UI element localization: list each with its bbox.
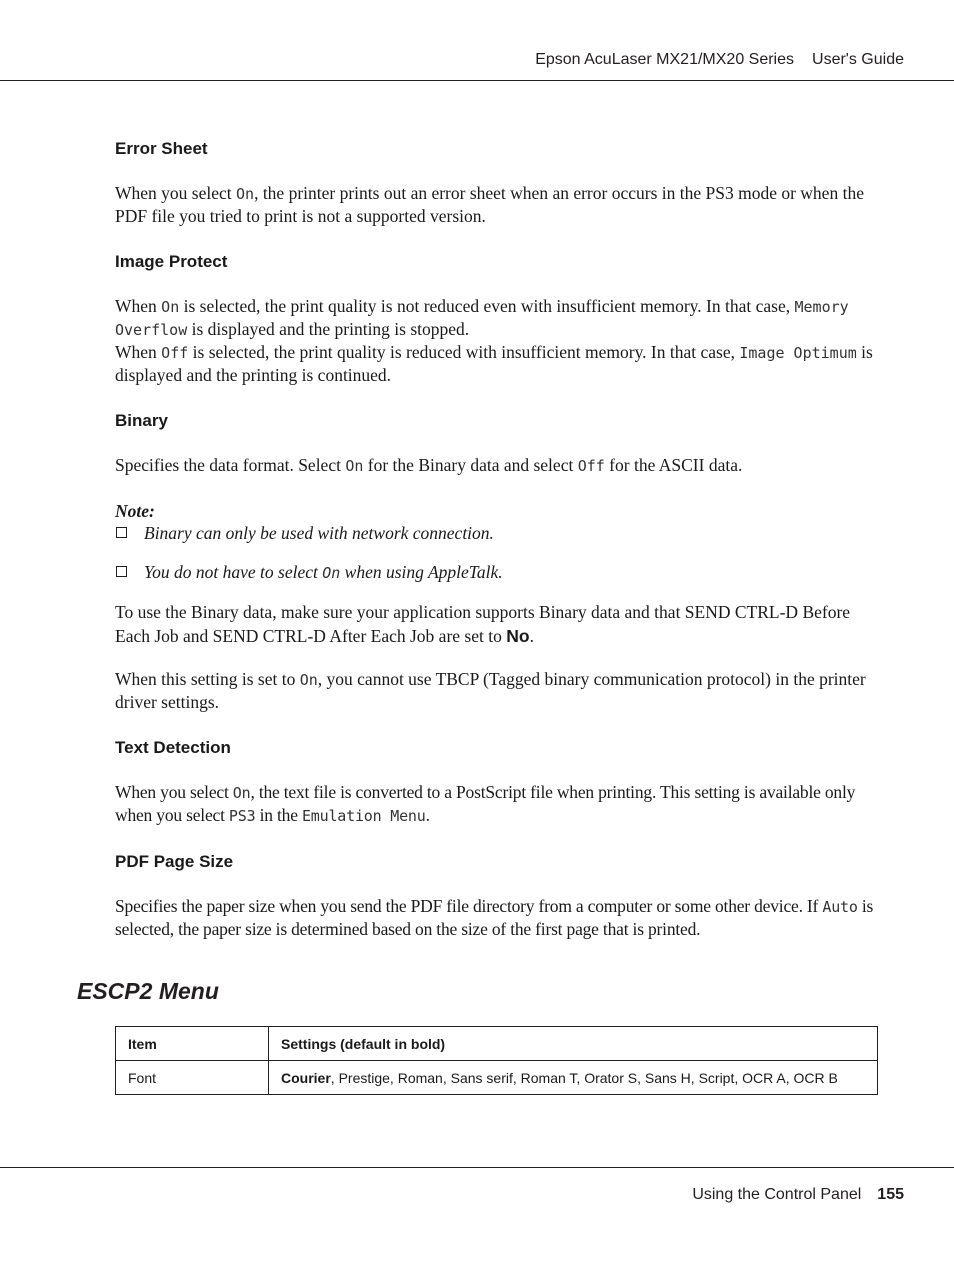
footer-divider xyxy=(0,1167,954,1168)
text: is displayed and the printing is stopped. xyxy=(187,319,470,339)
heading-error-sheet: Error Sheet xyxy=(115,139,208,158)
note-item xyxy=(115,561,885,584)
heading-binary: Binary xyxy=(115,411,168,430)
checkbox-bullet-icon xyxy=(116,527,127,538)
note-item xyxy=(115,522,885,544)
page-number: 155 xyxy=(877,1186,904,1203)
header-product: Epson AcuLaser MX21/MX20 Series xyxy=(535,51,795,68)
paragraph-error-sheet xyxy=(115,182,885,227)
default-value: Courier xyxy=(281,1069,331,1086)
text: is selected, the paper size is determined based on the size of the first page that is printed. xyxy=(115,896,874,939)
code-image-optimum: Image Optimum xyxy=(739,344,857,362)
text: When this setting is set to xyxy=(115,669,300,689)
text: for the Binary data and select xyxy=(363,455,578,475)
heading-text-detection: Text Detection xyxy=(115,738,231,757)
code-on: On xyxy=(236,185,255,203)
value-no: No xyxy=(506,626,530,646)
page-header xyxy=(0,0,954,81)
code-ps3: PS3 xyxy=(228,807,256,825)
note-text: when using AppleTalk. xyxy=(340,562,503,582)
note-label: Note: xyxy=(115,501,155,521)
table-row xyxy=(116,1061,878,1095)
text: , the printer prints out an error sheet when an error occurs in the PS3 mode or when the PDF file you tried to print is not a supported version. xyxy=(115,183,864,226)
footer-section: Using the Control Panel xyxy=(692,1186,862,1203)
code-off: Off xyxy=(161,344,189,362)
paragraph-binary xyxy=(115,454,885,477)
other-values: , Prestige, Roman, Sans serif, Roman T, Orator S, Sans H, Script, OCR A, OCR B xyxy=(330,1069,838,1086)
table-header-item: Item xyxy=(116,1027,269,1061)
code-on: On xyxy=(299,671,318,689)
text: for the ASCII data. xyxy=(604,455,743,475)
paragraph-pdf-page-size xyxy=(115,895,885,940)
code-memory-overflow: Memory Overflow xyxy=(115,298,849,339)
text: When you select xyxy=(115,183,236,203)
text: When xyxy=(115,342,162,362)
code-on: On xyxy=(232,784,251,802)
code-on: On xyxy=(345,457,364,475)
text: When you select xyxy=(115,782,233,802)
code-emulation-menu: Emulation Menu xyxy=(301,807,426,825)
table-cell-item: Font xyxy=(116,1061,269,1095)
text: When xyxy=(115,296,162,316)
header-text xyxy=(535,51,904,69)
escp2-settings-table xyxy=(115,1026,878,1095)
text: is displayed and the printing is continued. xyxy=(115,342,873,385)
text: in the xyxy=(255,805,302,825)
code-on: On xyxy=(322,564,341,582)
paragraph-text-detection xyxy=(115,781,885,827)
text: , the text file is converted to a PostScript file when printing. This setting is available only when you select xyxy=(115,782,856,825)
code-auto: Auto xyxy=(822,898,858,916)
text: , you cannot use TBCP (Tagged binary communication protocol) in the printer driver settings. xyxy=(115,669,866,712)
code-off: Off xyxy=(577,457,605,475)
header-guide: User's Guide xyxy=(812,51,904,68)
text: Specifies the paper size when you send the PDF file directory from a computer or some other device. If xyxy=(115,896,823,916)
text: To use the Binary data, make sure your application supports Binary data and that SEND CTRL-D Before Each Job and SEND CTRL-D After Each Job are set to xyxy=(115,602,851,646)
page-content xyxy=(115,138,885,940)
paragraph-image-protect xyxy=(115,295,885,386)
text: is selected, the print quality is reduced with insufficient memory. In that case, xyxy=(188,342,740,362)
note-text: Binary can only be used with network connection. xyxy=(144,523,494,543)
heading-pdf-page-size: PDF Page Size xyxy=(115,852,234,871)
section-title-escp2-menu: ESCP2 Menu xyxy=(77,978,219,1004)
checkbox-bullet-icon xyxy=(116,566,127,577)
table-cell-settings xyxy=(269,1061,878,1095)
heading-image-protect: Image Protect xyxy=(115,252,228,271)
text: . xyxy=(425,805,430,825)
table-header-settings: Settings (default in bold) xyxy=(269,1027,878,1061)
text: Specifies the data format. Select xyxy=(115,455,346,475)
code-on: On xyxy=(161,298,180,316)
note-text: You do not have to select xyxy=(144,562,323,582)
paragraph-binary-tbcp xyxy=(115,668,885,713)
text: is selected, the print quality is not reduced even with insufficient memory. In that case, xyxy=(179,296,795,316)
text: . xyxy=(529,626,534,646)
paragraph-binary-usage xyxy=(115,600,885,648)
table-header-row xyxy=(116,1027,878,1061)
page-footer xyxy=(692,1186,904,1204)
